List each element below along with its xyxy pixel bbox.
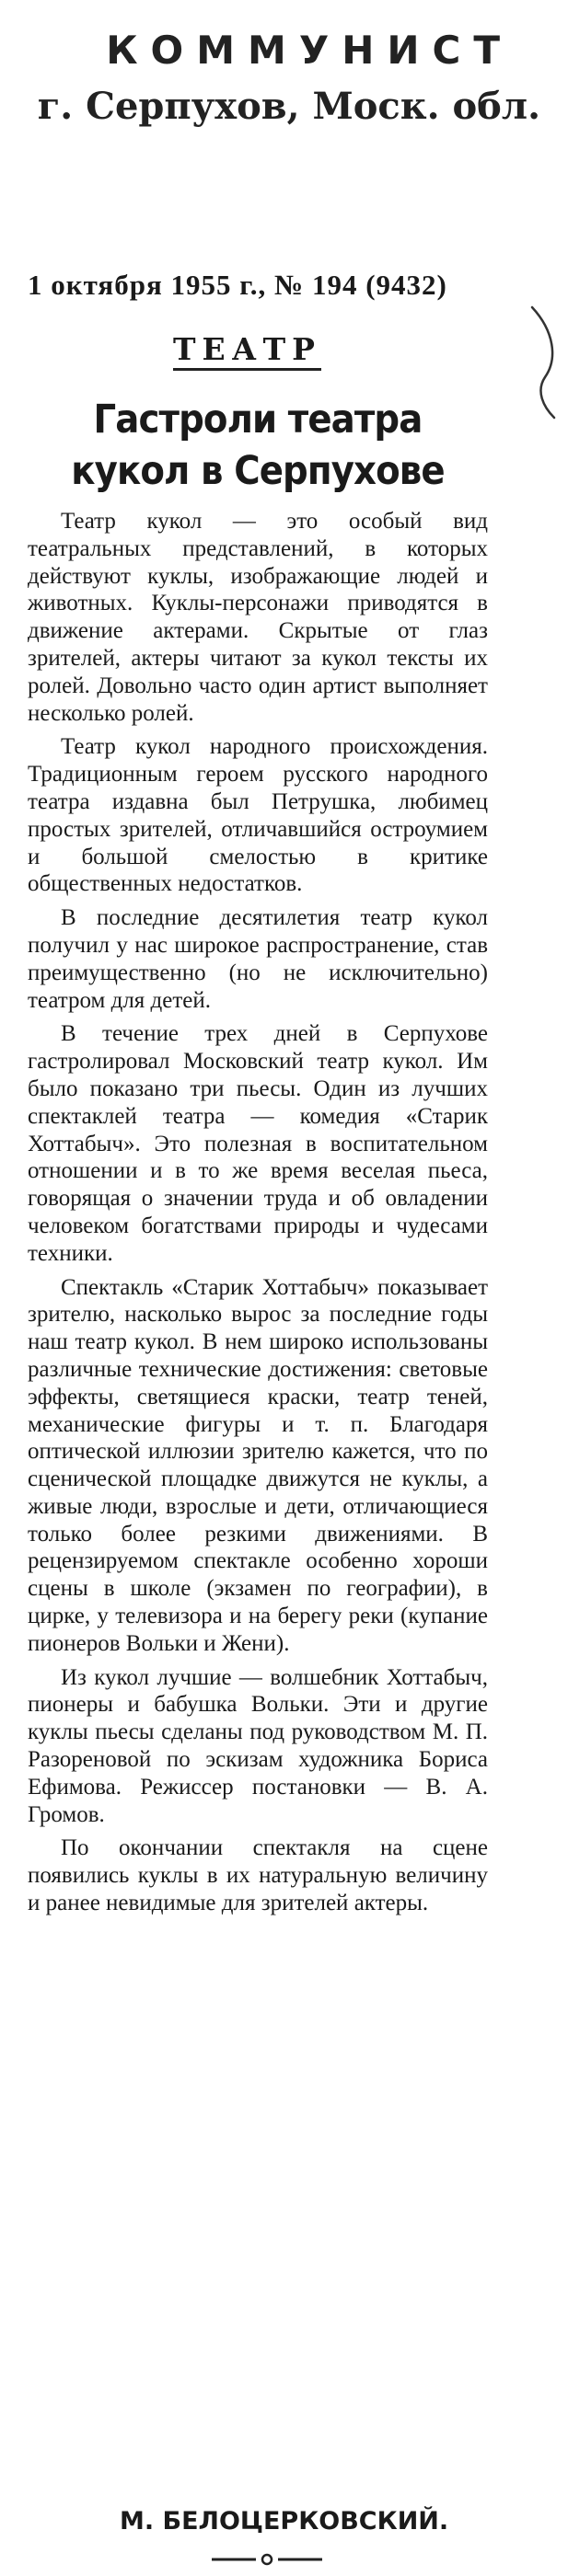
article-paragraph: Спектакль «Старик Хоттабыч» показывает зрителю, насколько вырос за последние годы наш театр кукол. В нем широко использованы различные технические достижения: световые эффекты, светящиеся краски, театр теней, механические фигуры и т. п. Благодаря оптической иллюзии зрителю кажется, что по сценической площадке движутся не куклы, а живые люди, взрослые и дети, отличающиеся только более резкими движениями. В рецензируемом спектакле особенно хороши сцены в школе (экзамен по географии), в цирке, у телевизора и на берегу реки (купание пионеров Вольки и Жени). (28, 1274, 488, 1656)
article-paragraph: Из кукол лучшие — волшебник Хоттабыч, пионеры и бабушка Вольки. Эти и другие куклы пьесы сделаны под руководством М. П. Разореновой по эскизам художника Бориса Ефимова. Режиссер постановки — В. А. Громов. (28, 1664, 488, 1827)
section-rubric: ТЕАТР (173, 331, 321, 371)
newspaper-name: КОММУНИСТ (106, 28, 513, 73)
article-headline: Гастроли театра кукол в Серпухове (71, 397, 445, 494)
article-paragraph: В течение трех дней в Серпухове гастролировал Московский театр кукол. Им было показано три пьесы. Один из лучших спектаклей театра — комедия «Старик Хоттабыч». Это полезная в воспитательном отношении и в то же время веселая пьеса, говорящая о значении труда и об овладении человеком богатствами природы и чудесами техники. (28, 1021, 488, 1266)
article-paragraph: По окончании спектакля на сцене появились куклы в их натуральную величину и ранее невидимые для зрителей актеры. (28, 1835, 488, 1916)
article-paragraph: Театр кукол — это особый вид театральных представлений, в которых действуют куклы, изображающие людей и животных. Куклы-персонажи приводятся в движение актерами. Скрытые от глаз зрителей, актеры читают за кукол тексты их ролей. Довольно часто один артист выполняет несколько ролей. (28, 509, 488, 726)
newspaper-location: г. Серпухов, Моск. обл. (37, 85, 540, 128)
author-signature: М. БЕЛОЦЕРКОВСКИЙ. (120, 2507, 449, 2536)
issue-dateline: 1 октября 1955 г., № 194 (9432) (28, 269, 447, 301)
margin-pencil-mark (527, 304, 563, 423)
article-body (28, 508, 488, 1924)
end-ornament (212, 2553, 322, 2566)
article-paragraph: В последние десятилетия театр кукол получил у нас широкое распространение, став преимущественно (но не исключительно) театром для детей. (28, 905, 488, 1013)
article-paragraph: Театр кукол народного происхождения. Традиционным героем русского народного театра издавна был Петрушка, любимец простых зрителей, отличавшийся остроумием и большой смелостью в критике общественных недостатков. (28, 734, 488, 897)
